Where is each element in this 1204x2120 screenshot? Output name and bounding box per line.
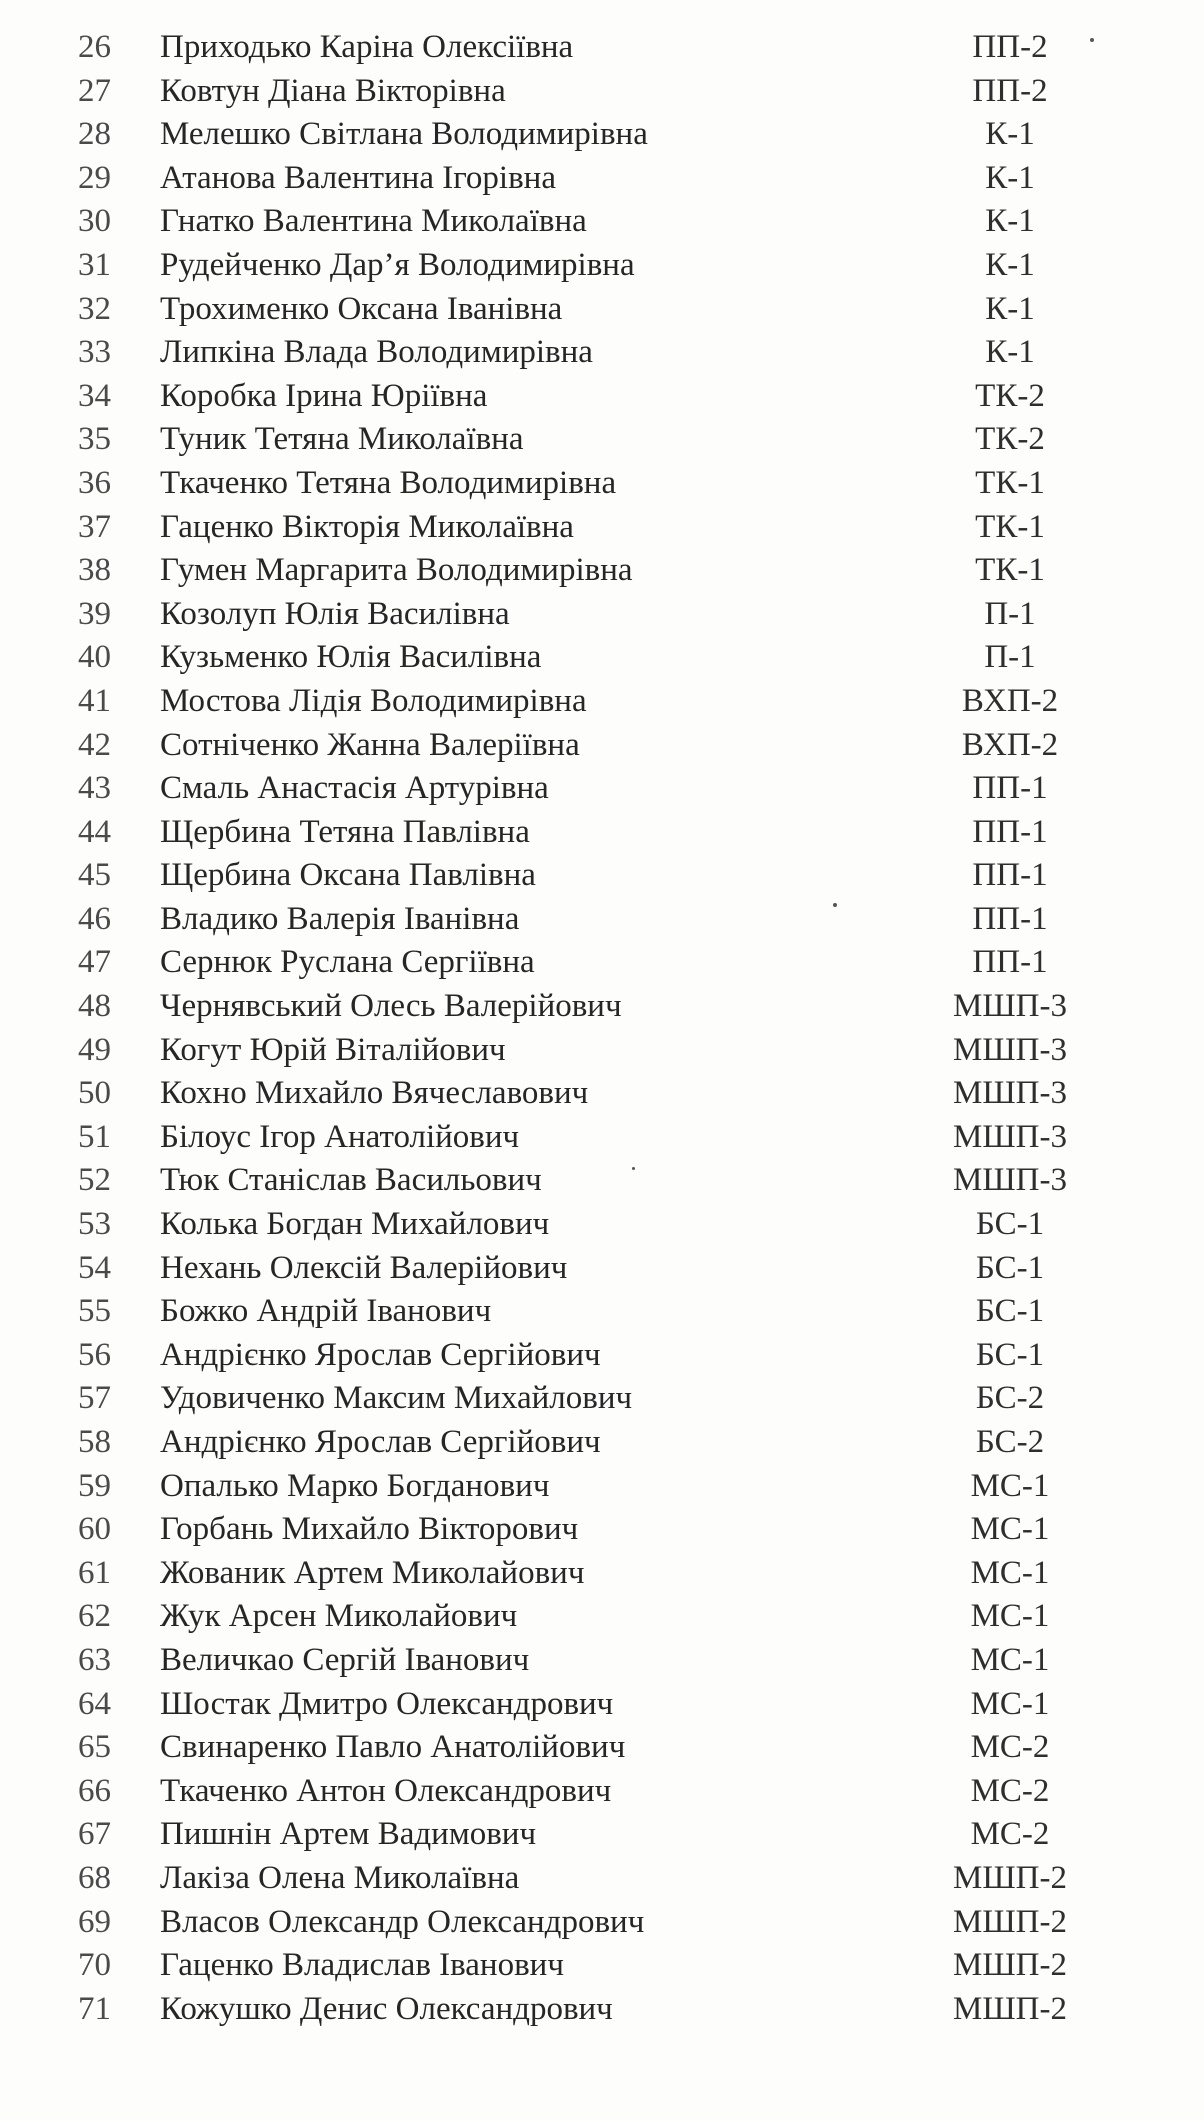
student-name: Ковтун Діана Вікторівна	[160, 72, 506, 109]
group-code: ПП-1	[972, 770, 1048, 807]
group-code: МШП-2	[953, 1947, 1067, 1984]
group-code: К-1	[985, 116, 1035, 153]
list-item	[0, 200, 1204, 244]
student-name: Гаценко Владислав Іванович	[160, 1947, 564, 1984]
row-number: 66	[78, 1772, 111, 1809]
row-number: 67	[78, 1816, 111, 1853]
row-number: 65	[78, 1729, 111, 1766]
list-item	[0, 1639, 1204, 1683]
group-code: МС-1	[970, 1598, 1050, 1635]
row-number: 68	[78, 1859, 111, 1896]
student-name: Смаль Анастасія Артурівна	[160, 770, 549, 807]
row-number: 49	[78, 1031, 111, 1068]
student-name: Нехань Олексій Валерійович	[160, 1249, 568, 1286]
student-name: Жук Арсен Миколайович	[160, 1598, 518, 1635]
row-number: 48	[78, 988, 111, 1025]
group-code: МШП-3	[953, 988, 1067, 1025]
list-item	[0, 1857, 1204, 1901]
group-code: БС-2	[975, 1424, 1045, 1460]
student-name: Кожушко Денис Олександрович	[160, 1990, 613, 2027]
group-code: МШП-2	[953, 1903, 1067, 1940]
group-code: МШП-3	[953, 1075, 1067, 1112]
list-item	[0, 1813, 1204, 1857]
list-item	[0, 1595, 1204, 1639]
student-name: Ткаченко Тетяна Володимирівна	[160, 464, 617, 501]
row-number: 56	[78, 1336, 111, 1373]
student-name: Мелешко Світлана Володимирівна	[160, 116, 648, 153]
group-code: ПП-1	[972, 857, 1048, 894]
row-number: 53	[78, 1206, 111, 1243]
student-name: Козолуп Юлія Василівна	[160, 595, 510, 632]
row-number: 64	[78, 1685, 111, 1722]
list-item	[0, 1726, 1204, 1770]
student-name: Когут Юрій Віталійович	[160, 1031, 506, 1068]
student-name: Опалько Марко Богданович	[160, 1467, 550, 1504]
list-item	[0, 1944, 1204, 1988]
group-code: МШП-3	[953, 1118, 1067, 1155]
row-number: 34	[78, 377, 111, 414]
list-item	[0, 26, 1204, 70]
group-code: БС-1	[975, 1293, 1045, 1330]
row-number: 36	[78, 464, 111, 501]
student-name: Пишнін Артем Вадимович	[160, 1816, 537, 1853]
list-item	[0, 506, 1204, 550]
group-code: МС-2	[970, 1772, 1050, 1809]
student-name: Щербина Оксана Павлівна	[160, 857, 536, 894]
group-code: К-1	[985, 203, 1035, 240]
group-code: МС-2	[970, 1729, 1050, 1766]
student-name: Божко Андрій Іванович	[160, 1293, 492, 1330]
list-item	[0, 288, 1204, 332]
list-item	[0, 1029, 1204, 1073]
student-name: Удовиченко Максим Михайлович	[160, 1380, 633, 1417]
group-code: МШП-2	[953, 1990, 1067, 2027]
list-item	[0, 680, 1204, 724]
student-name: Владико Валерія Іванівна	[160, 900, 520, 937]
row-number: 70	[78, 1947, 111, 1984]
group-code: ПП-1	[972, 900, 1048, 937]
list-item	[0, 1901, 1204, 1945]
list-item	[0, 1247, 1204, 1291]
group-code: МС-1	[970, 1641, 1050, 1678]
list-item	[0, 1465, 1204, 1509]
scan-speck	[833, 903, 837, 907]
list-item	[0, 1683, 1204, 1727]
row-number: 62	[78, 1598, 111, 1635]
row-number: 61	[78, 1554, 111, 1591]
scan-speck	[1090, 38, 1094, 42]
student-name: Сернюк Руслана Сергіївна	[160, 944, 535, 981]
list-item	[0, 331, 1204, 375]
row-number: 28	[78, 116, 111, 153]
student-name: Гумен Маргарита Володимирівна	[160, 552, 633, 589]
list-item	[0, 1116, 1204, 1160]
list-item	[0, 70, 1204, 114]
student-name: Коробка Ірина Юріївна	[160, 377, 488, 414]
group-code: К-1	[985, 159, 1035, 196]
row-number: 63	[78, 1641, 111, 1678]
row-number: 54	[78, 1249, 111, 1286]
group-code: МС-1	[970, 1511, 1050, 1548]
group-code: К-1	[985, 246, 1035, 283]
list-item	[0, 811, 1204, 855]
student-name: Свинаренко Павло Анатолійович	[160, 1729, 626, 1766]
list-item	[0, 854, 1204, 898]
row-number: 27	[78, 72, 111, 109]
group-code: ВХП-2	[961, 726, 1059, 763]
student-name: Білоус Ігор Анатолійович	[160, 1118, 520, 1155]
group-code: БС-2	[975, 1380, 1045, 1417]
group-code: МШП-2	[953, 1859, 1067, 1896]
row-number: 45	[78, 857, 111, 894]
row-number: 71	[78, 1990, 111, 2027]
row-number: 50	[78, 1075, 111, 1112]
row-number: 33	[78, 334, 111, 371]
list-item	[0, 1334, 1204, 1378]
list-item	[0, 549, 1204, 593]
student-name: Гнатко Валентина Миколаївна	[160, 203, 587, 240]
list-item	[0, 1552, 1204, 1596]
student-name: Щербина Тетяна Павлівна	[160, 813, 530, 850]
list-item	[0, 724, 1204, 768]
student-name: Шостак Дмитро Олександрович	[160, 1685, 614, 1722]
row-number: 55	[78, 1293, 111, 1330]
student-name: Трохименко Оксана Іванівна	[160, 290, 563, 327]
list-item	[0, 418, 1204, 462]
row-number: 29	[78, 159, 111, 196]
student-name: Жованик Артем Миколайович	[160, 1554, 585, 1591]
student-name: Власов Олександр Олександрович	[160, 1903, 645, 1940]
row-number: 44	[78, 813, 111, 850]
list-item	[0, 898, 1204, 942]
student-list	[0, 26, 1204, 2031]
row-number: 69	[78, 1903, 111, 1940]
student-name: Липкіна Влада Володимирівна	[160, 334, 593, 371]
row-number: 58	[78, 1424, 111, 1460]
row-number: 59	[78, 1467, 111, 1504]
row-number: 39	[78, 595, 111, 632]
group-code: К-1	[985, 290, 1035, 327]
list-item	[0, 1290, 1204, 1334]
group-code: БС-1	[975, 1249, 1045, 1286]
row-number: 26	[78, 29, 111, 65]
scan-speck	[632, 1167, 635, 1170]
list-item	[0, 1508, 1204, 1552]
list-item	[0, 1988, 1204, 2032]
student-name: Чернявський Олесь Валерійович	[160, 988, 622, 1025]
student-name: Гаценко Вікторія Миколаївна	[160, 508, 574, 545]
row-number: 32	[78, 290, 111, 327]
list-item	[0, 636, 1204, 680]
row-number: 37	[78, 508, 111, 545]
group-code: ТК-2	[975, 421, 1045, 458]
student-name: Рудейченко Дар’я Володимирівна	[160, 246, 635, 283]
row-number: 51	[78, 1118, 111, 1155]
list-item	[0, 157, 1204, 201]
list-item	[0, 1159, 1204, 1203]
row-number: 35	[78, 421, 111, 458]
student-name: Тюк Станіслав Васильович	[160, 1162, 542, 1199]
group-code: БС-1	[975, 1336, 1045, 1373]
group-code: МС-2	[970, 1816, 1050, 1853]
student-name: Приходько Каріна Олексіївна	[160, 29, 574, 65]
row-number: 47	[78, 944, 111, 981]
group-code: ВХП-2	[961, 682, 1059, 719]
list-item	[0, 1203, 1204, 1247]
group-code: МШП-3	[953, 1031, 1067, 1068]
list-item	[0, 1770, 1204, 1814]
row-number: 40	[78, 639, 111, 676]
list-item	[0, 375, 1204, 419]
student-name: Мостова Лідія Володимирівна	[160, 682, 587, 719]
row-number: 30	[78, 203, 111, 240]
group-code: ПП-1	[972, 944, 1048, 981]
list-item	[0, 244, 1204, 288]
group-code: К-1	[985, 334, 1035, 371]
student-name: Туник Тетяна Миколаївна	[160, 421, 524, 458]
row-number: 31	[78, 246, 111, 283]
group-code: ПП-1	[972, 813, 1048, 850]
group-code: ТК-1	[975, 552, 1045, 589]
group-code: ПП-2	[972, 29, 1048, 65]
list-item	[0, 593, 1204, 637]
row-number: 60	[78, 1511, 111, 1548]
list-item	[0, 941, 1204, 985]
student-name: Колька Богдан Михайлович	[160, 1206, 550, 1243]
row-number: 52	[78, 1162, 111, 1199]
student-name: Андрієнко Ярослав Сергійович	[160, 1424, 601, 1460]
student-name: Лакіза Олена Миколаївна	[160, 1859, 520, 1896]
group-code: МС-1	[970, 1685, 1050, 1722]
list-item	[0, 462, 1204, 506]
row-number: 57	[78, 1380, 111, 1417]
student-name: Кохно Михайло Вячеславович	[160, 1075, 589, 1112]
student-name: Горбань Михайло Вікторович	[160, 1511, 579, 1548]
group-code: ТК-2	[975, 377, 1045, 414]
list-item	[0, 1072, 1204, 1116]
student-name: Ткаченко Антон Олександрович	[160, 1772, 612, 1809]
group-code: МС-1	[970, 1467, 1050, 1504]
list-item	[0, 767, 1204, 811]
list-item	[0, 1421, 1204, 1465]
list-item	[0, 985, 1204, 1029]
row-number: 43	[78, 770, 111, 807]
row-number: 41	[78, 682, 111, 719]
list-item	[0, 113, 1204, 157]
student-name: Атанова Валентина Ігорівна	[160, 159, 556, 196]
group-code: БС-1	[975, 1206, 1045, 1243]
row-number: 38	[78, 552, 111, 589]
group-code: ТК-1	[975, 464, 1045, 501]
list-item	[0, 1377, 1204, 1421]
row-number: 42	[78, 726, 111, 763]
group-code: ТК-1	[975, 508, 1045, 545]
group-code: П-1	[984, 595, 1036, 632]
group-code: МС-1	[970, 1554, 1050, 1591]
group-code: П-1	[984, 639, 1036, 676]
group-code: ПП-2	[972, 72, 1048, 109]
group-code: МШП-3	[953, 1162, 1067, 1199]
student-name: Сотніченко Жанна Валеріївна	[160, 726, 580, 763]
student-name: Величкао Сергій Іванович	[160, 1641, 530, 1678]
student-name: Андрієнко Ярослав Сергійович	[160, 1336, 601, 1373]
row-number: 46	[78, 900, 111, 937]
student-name: Кузьменко Юлія Василівна	[160, 639, 542, 676]
